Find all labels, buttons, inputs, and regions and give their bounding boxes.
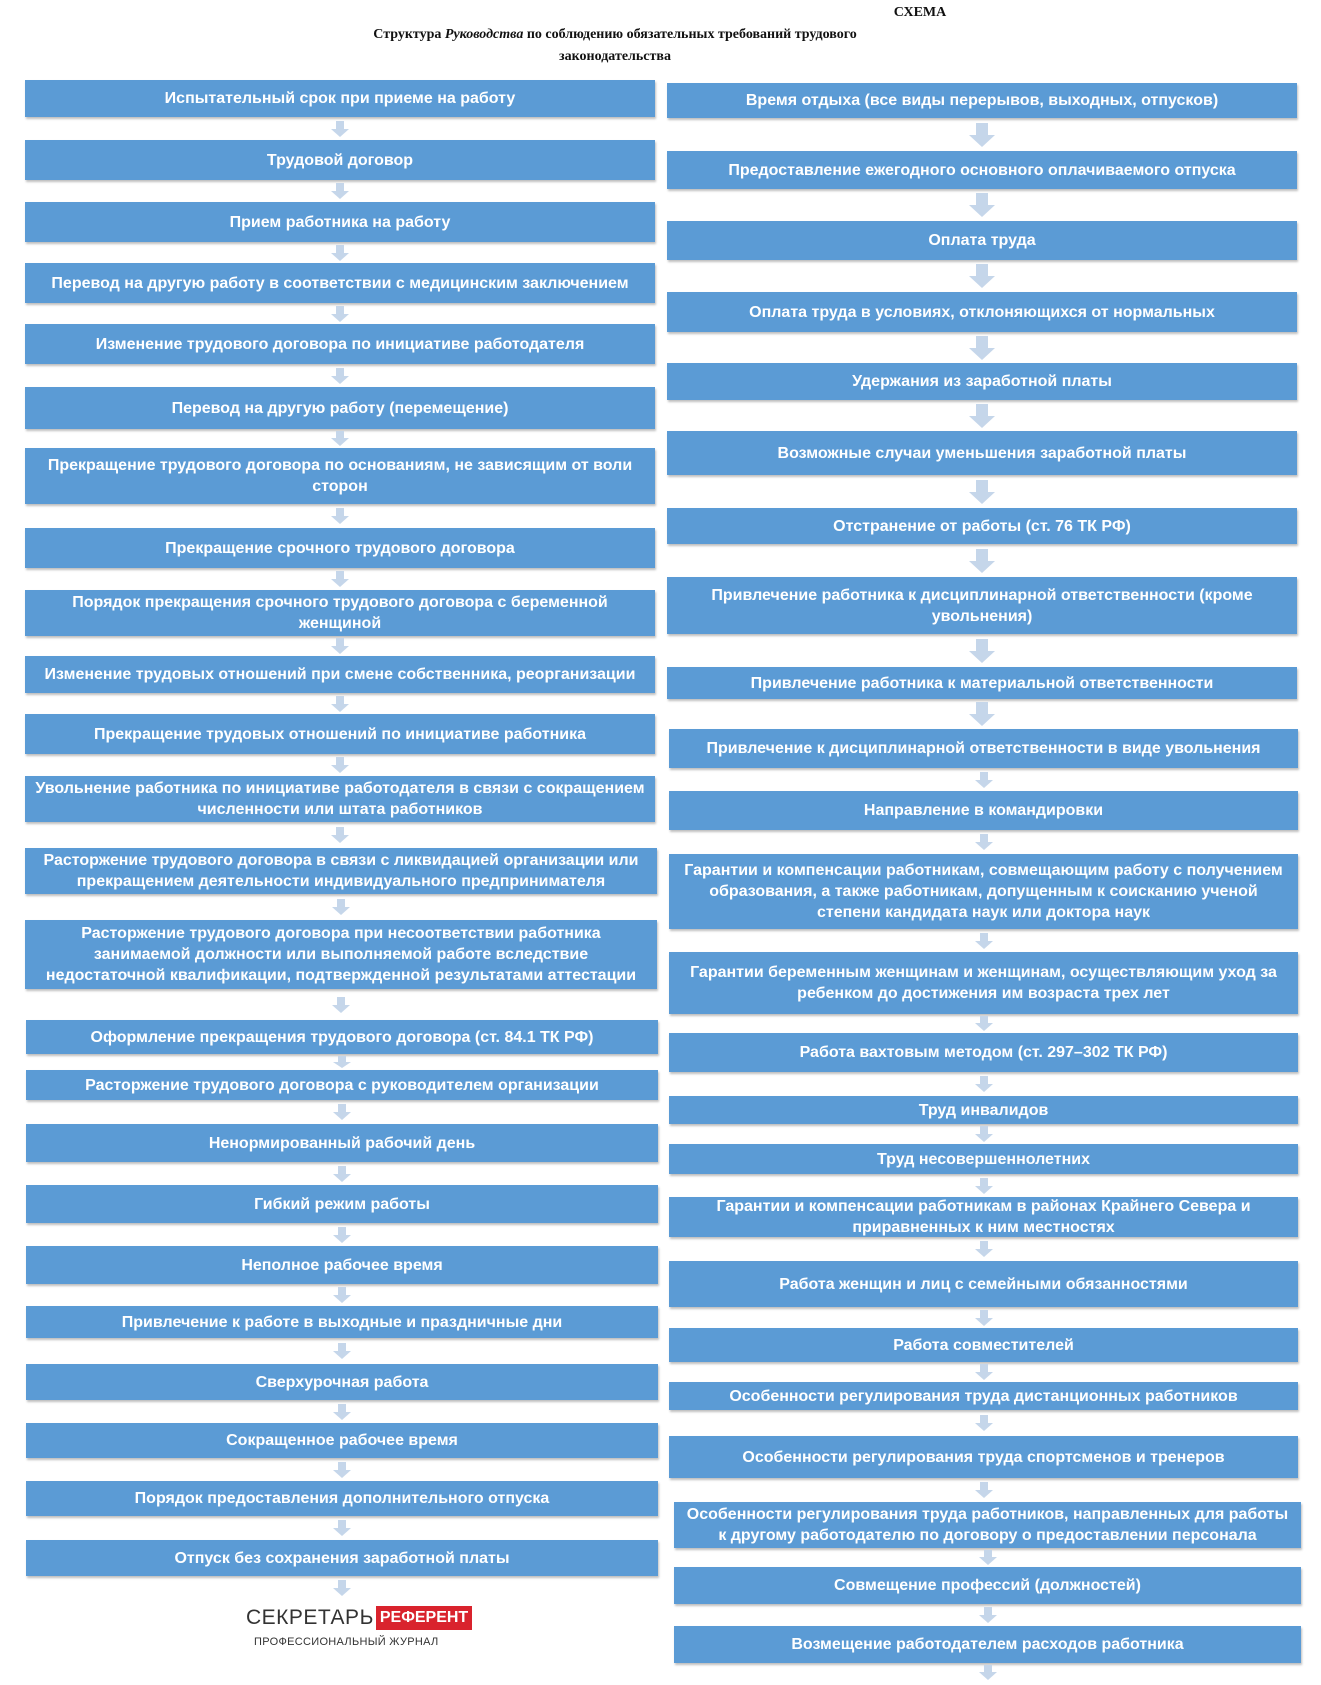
schema-kicker: СХЕМА [893, 5, 947, 20]
right-box-24: Возмещение работодателем расходов работника [674, 1626, 1301, 1663]
left-box-14: Расторжение трудового договора при несоответствии работника занимаемой должности или выполняемой работе вследствие недостаточной квалификации, подтвержденной результатами аттестации [25, 920, 657, 989]
left-box-4: Перевод на другую работу в соответствии с медицинским заключением [25, 263, 655, 303]
right-box-19: Работа совместителей [669, 1328, 1298, 1362]
right-box-16: Труд несовершеннолетних [669, 1144, 1298, 1174]
left-box-6: Перевод на другую работу (перемещение) [25, 387, 655, 429]
right-box-4: Оплата труда в условиях, отклоняющихся от нормальных [667, 292, 1297, 332]
right-box-11: Направление в командировки [669, 791, 1298, 830]
left-box-9: Порядок прекращения срочного трудового договора с беременной женщиной [25, 590, 655, 636]
left-box-20: Привлечение к работе в выходные и праздничные дни [26, 1306, 658, 1338]
right-box-2: Предоставление ежегодного основного оплачиваемого отпуска [667, 151, 1297, 189]
left-box-23: Порядок предоставления дополнительного отпуска [26, 1481, 658, 1516]
secretary-referent-logo [246, 1606, 469, 1656]
right-box-1: Время отдыха (все виды перерывов, выходных, отпусков) [667, 83, 1297, 118]
left-box-11: Прекращение трудовых отношений по инициативе работника [25, 714, 655, 754]
right-box-18: Работа женщин и лиц с семейными обязанностями [669, 1261, 1298, 1307]
logo-brand-text: СЕКРЕТАРЬ [246, 1606, 374, 1629]
right-box-12: Гарантии и компенсации работникам, совмещающим работу с получением образования, а также работникам, допущенным к соисканию ученой степени кандидата наук или доктора наук [669, 854, 1298, 929]
left-box-18: Гибкий режим работы [26, 1185, 658, 1223]
left-box-19: Неполное рабочее время [26, 1246, 658, 1284]
left-box-1: Испытательный срок при приеме на работу [25, 80, 655, 117]
schema-title-line2: законодательства [559, 49, 671, 64]
right-box-3: Оплата труда [667, 221, 1297, 260]
left-box-8: Прекращение срочного трудового договора [25, 528, 655, 568]
schema-title-post: по соблюдению обязательных требований трудового [523, 27, 857, 42]
left-box-5: Изменение трудового договора по инициативе работодателя [25, 324, 655, 364]
schema-title-em: Руководства [444, 27, 524, 42]
left-box-10: Изменение трудовых отношений при смене собственника, реорганизации [25, 656, 655, 693]
right-box-15: Труд инвалидов [669, 1096, 1298, 1124]
logo-subtitle: ПРОФЕССИОНАЛЬНЫЙ ЖУРНАЛ [254, 1636, 439, 1648]
left-box-7: Прекращение трудового договора по основаниям, не зависящим от воли сторон [25, 448, 655, 504]
right-box-8: Привлечение работника к дисциплинарной ответственности (кроме увольнения) [667, 577, 1297, 634]
right-box-14: Работа вахтовым методом (ст. 297–302 ТК РФ) [669, 1033, 1298, 1072]
right-box-22: Особенности регулирования труда работников, направленных для работы к другому работодателю по договору о предоставлении персонала [674, 1502, 1301, 1548]
right-box-5: Удержания из заработной платы [667, 363, 1297, 400]
right-box-20: Особенности регулирования труда дистанционных работников [669, 1382, 1298, 1410]
left-box-21: Сверхурочная работа [26, 1364, 658, 1400]
left-box-15: Оформление прекращения трудового договора (ст. 84.1 ТК РФ) [26, 1020, 658, 1054]
right-box-21: Особенности регулирования труда спортсменов и тренеров [669, 1436, 1298, 1478]
right-box-9: Привлечение работника к материальной ответственности [667, 667, 1297, 699]
right-box-6: Возможные случаи уменьшения заработной платы [667, 431, 1297, 475]
schema-title-line1 [300, 24, 930, 46]
logo-brand [246, 1606, 472, 1630]
left-box-2: Трудовой договор [25, 140, 655, 180]
left-box-22: Сокращенное рабочее время [26, 1423, 658, 1458]
logo-brand-badge: РЕФЕРЕНТ [376, 1606, 472, 1630]
left-box-12: Увольнение работника по инициативе работодателя в связи с сокращением численности или штата работников [25, 776, 655, 822]
left-box-16: Расторжение трудового договора с руководителем организации [26, 1070, 658, 1100]
right-box-10: Привлечение к дисциплинарной ответственности в виде увольнения [669, 729, 1298, 768]
left-box-24: Отпуск без сохранения заработной платы [26, 1540, 658, 1576]
right-box-13: Гарантии беременным женщинам и женщинам, осуществляющим уход за ребенком до достижения им возраста трех лет [669, 952, 1298, 1014]
left-box-13: Расторжение трудового договора в связи с ликвидацией организации или прекращением деятельности индивидуального предпринимателя [25, 848, 657, 894]
left-box-17: Ненормированный рабочий день [26, 1124, 658, 1162]
left-box-3: Прием работника на работу [25, 202, 655, 242]
right-box-17: Гарантии и компенсации работникам в районах Крайнего Севера и приравненных к ним местностях [669, 1197, 1298, 1237]
schema-title-pre: Структура [373, 27, 445, 42]
right-box-7: Отстранение от работы (ст. 76 ТК РФ) [667, 508, 1297, 544]
right-box-23: Совмещение профессий (должностей) [674, 1567, 1301, 1604]
